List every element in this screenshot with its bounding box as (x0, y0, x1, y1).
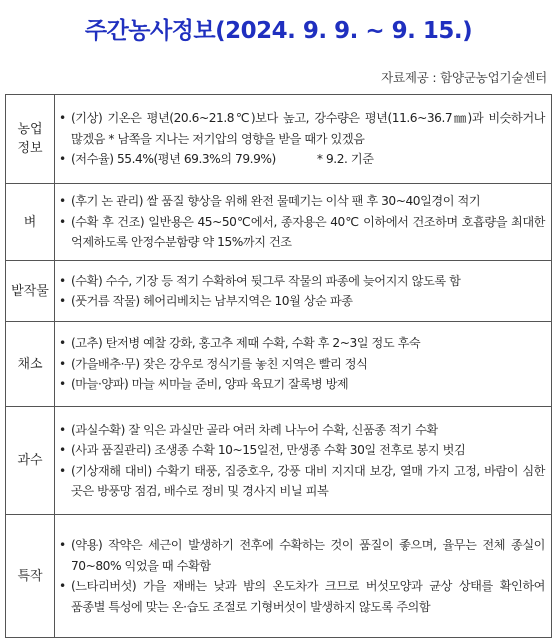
list-item (59, 535, 545, 576)
item-text: (약용) 작약은 세근이 발생하기 전후에 수확하는 것이 품질이 좋으며, 율무는 전체 종실이 70~80% 익었을 때 수확함 (71, 538, 545, 573)
bullet-icon: • (59, 294, 66, 308)
item-text: (고추) 탄저병 예찰 강화, 홍고추 제때 수확, 수확 후 2~3일 정도 후숙 (71, 336, 421, 351)
section-row-special-crops (6, 515, 552, 638)
item-text: (기상재해 대비) 수확기 태풍, 집중호우, 강풍 대비 지지대 보강, 열매 가지 고정, 바람이 심한 곳은 방풍망 점검, 배수로 정비 및 경사지 비닐 피복 (71, 463, 545, 498)
list-item (59, 333, 545, 354)
list-item (59, 191, 545, 212)
item-text: (수확) 수수, 기장 등 적기 수확하여 뒷그루 작물의 파종에 늦어지지 않도록 함 (71, 273, 461, 288)
list-item (59, 149, 545, 170)
section-content (55, 95, 552, 184)
list-item (59, 420, 545, 441)
item-text: (기상) 기온은 평년(20.6~21.8℃)보다 높고, 강수량은 평년(11.6~36.7㎜)과 비슷하거나 많겠음 * 남쪽을 지나는 저기압의 영향을 받을 때가 있겠음 (71, 111, 545, 146)
bullet-icon: • (59, 336, 66, 351)
bullet-icon: • (59, 377, 66, 392)
bullet-icon: • (59, 443, 66, 457)
item-text: (마늘·양파) 마늘 씨마늘 준비, 양파 육묘기 잘록병 방제 (71, 377, 349, 392)
page-title: 주간농사정보(2024. 9. 9. ~ 9. 15.) (84, 18, 473, 44)
bullet-icon: • (59, 194, 66, 209)
list-item (59, 374, 545, 395)
bullet-icon: • (59, 111, 66, 126)
category-label: 농업 정보 (6, 95, 55, 184)
section-content (55, 184, 552, 261)
section-row-fruit-trees (6, 407, 552, 515)
item-text: (느타리버섯) 가을 재배는 낮과 밤의 온도차가 크므로 버섯모양과 균상 상태를 확인하여 품종별 특성에 맞는 온·습도 조절로 기형버섯이 발생하지 않도록 주의함 (71, 579, 545, 614)
section-row-vegetables (6, 322, 552, 407)
list-item (59, 291, 545, 312)
section-content (55, 515, 552, 638)
bullet-icon: • (59, 152, 66, 167)
section-row-agri-info (6, 95, 552, 184)
item-text: (가을배추·무) 잦은 강우로 정식기를 놓친 지역은 빨리 정식 (71, 356, 368, 371)
item-text: (사과 품질관리) 조생종 수확 10~15일전, 만생종 수확 30일 전후로 봉지 벗김 (71, 443, 466, 457)
category-label: 채소 (6, 322, 55, 407)
source-credit: 자료제공 : 함양군농업기술센터 (381, 70, 547, 85)
bullet-icon: • (59, 538, 66, 552)
bullet-icon: • (59, 273, 66, 288)
category-label: 밭작물 (6, 261, 55, 322)
item-text: (수확 후 건조) 일반용은 45~50℃에서, 종자용은 40℃ 이하에서 건조하며 호흡량을 최대한 억제하도록 안정수분함량 약 15%까지 건조 (71, 214, 545, 250)
farming-info-table (5, 94, 552, 638)
bullet-icon: • (59, 463, 66, 478)
category-label: 특작 (6, 515, 55, 638)
section-content (55, 261, 552, 322)
category-label: 과수 (6, 407, 55, 515)
list-item (59, 108, 545, 149)
section-row-rice (6, 184, 552, 261)
item-text: (저수율) 55.4%(평년 69.3%의 79.9%) * 9.2. 기준 (71, 152, 374, 167)
category-label: 벼 (6, 184, 55, 261)
bullet-icon: • (59, 579, 66, 593)
list-item (59, 354, 545, 375)
list-item (59, 576, 545, 617)
item-text: (후기 논 관리) 쌀 품질 향상을 위해 완전 물떼기는 이삭 팬 후 30~40일경이 적기 (71, 194, 481, 209)
list-item (59, 461, 545, 502)
section-content (55, 322, 552, 407)
bullet-icon: • (59, 356, 66, 371)
bullet-icon: • (59, 422, 66, 437)
list-item (59, 212, 545, 253)
item-text: (과실수확) 잘 익은 과실만 골라 여러 차례 나누어 수확, 신품종 적기 수확 (71, 422, 438, 437)
section-row-field-crops (6, 261, 552, 322)
list-item (59, 271, 545, 292)
item-text: (풋거름 작물) 헤어리베치는 남부지역은 10월 상순 파종 (71, 294, 353, 308)
section-content (55, 407, 552, 515)
bullet-icon: • (59, 214, 66, 229)
list-item (59, 440, 545, 461)
